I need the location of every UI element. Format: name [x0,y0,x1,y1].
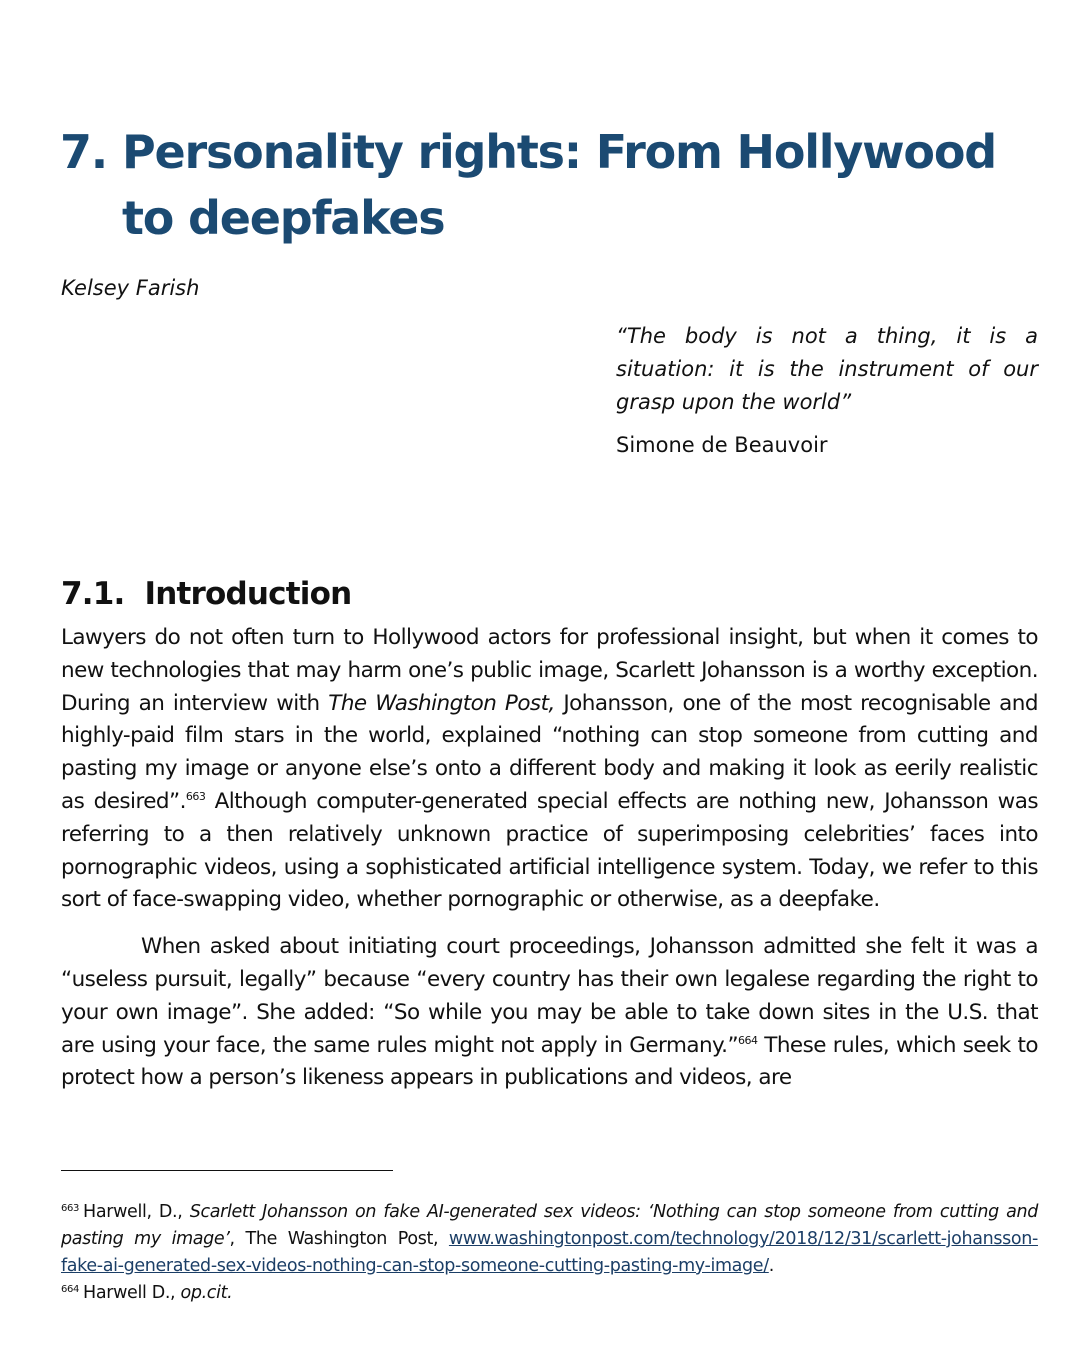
paragraph-2 [61,931,1038,1095]
section-heading [61,576,351,612]
paragraph-2-part-a: When asked about initiating court proceedings, Johansson admitted she felt it was a “useless pursuit, legally” because “every country has their own legalese regarding the right to your own image”. She added: “So while you may be able to take down sites in the U.S. that are using your face, the same rules might not apply in Germany.” [61,934,1038,1058]
footnotes [61,1199,1038,1307]
chapter-title-text: Personality rights: From Hollywood to deepfakes [122,124,996,245]
footnote-link[interactable]: www.washingtonpost.com/technology/2018/12/31/scarlett-johansson-fake-ai-generated-sex-videos-nothing-can-stop-someone-cutting-pasting-my-image/ [61,1229,1038,1276]
section-title: Introduction [144,575,352,612]
epigraph-quote: “The body is not a thing, it is a situation: it is the instrument of our grasp upon the world” [616,324,1038,414]
author-name: Kelsey Farish [61,276,200,300]
footnote-author: Harwell, D., [83,1202,190,1222]
footnote-divider [61,1170,393,1171]
paragraph-1 [61,622,1038,917]
section-number: 7.1. [61,575,125,612]
paragraph-1-part-c: Although computer-generated special effects are nothing new, Johansson was referring to a then relatively unknown practice of superimposing celebrities’ faces into pornographic videos, using a sophisticated artificial intelligence system. Today, we refer to this sort of face-swapping video, whether pornographic or otherwise, as a deepfake. [61,788,1038,913]
footnote-ref-664[interactable]: 664 [738,1033,758,1047]
paragraph-1-part-b: Johansson, one of the most recognisable and highly-paid film stars in the world, explained “nothing can stop someone from cutting and pasting my image or anyone else’s onto a different body and making it look as eerily realistic as desired”. [61,690,1038,814]
footnote-number: 664 [61,1284,80,1295]
chapter-number: 7. [60,124,108,179]
footnote-ref-663[interactable]: 663 [185,789,206,803]
footnote-publisher: , The Washington Post, [229,1229,449,1249]
footnote-ref: op.cit. [180,1283,233,1303]
footnote-663 [61,1199,1038,1280]
footnote-number: 663 [61,1203,80,1214]
publication-title: The Washington Post, [328,690,555,716]
footnote-title: Scarlett Johansson on fake AI-generated sex videos: ‘Nothing can stop someone from cutting and pasting my image’ [61,1202,1038,1249]
epigraph-attribution: Simone de Beauvoir [616,433,828,457]
footnote-author: Harwell D., [83,1283,181,1303]
footnote-end: . [768,1256,774,1276]
epigraph [616,320,1038,457]
chapter-title [60,119,1020,251]
body-text [61,622,1038,1095]
paragraph-2-part-b: These rules, which seek to protect how a person’s likeness appears in publications and videos, are [61,1032,1038,1091]
footnote-664 [61,1280,1038,1307]
paragraph-1-part-a: Lawyers do not often turn to Hollywood actors for professional insight, but when it comes to new technologies that may harm one’s public image, Scarlett Johansson is a worthy exception. During an interview with [61,625,1038,716]
